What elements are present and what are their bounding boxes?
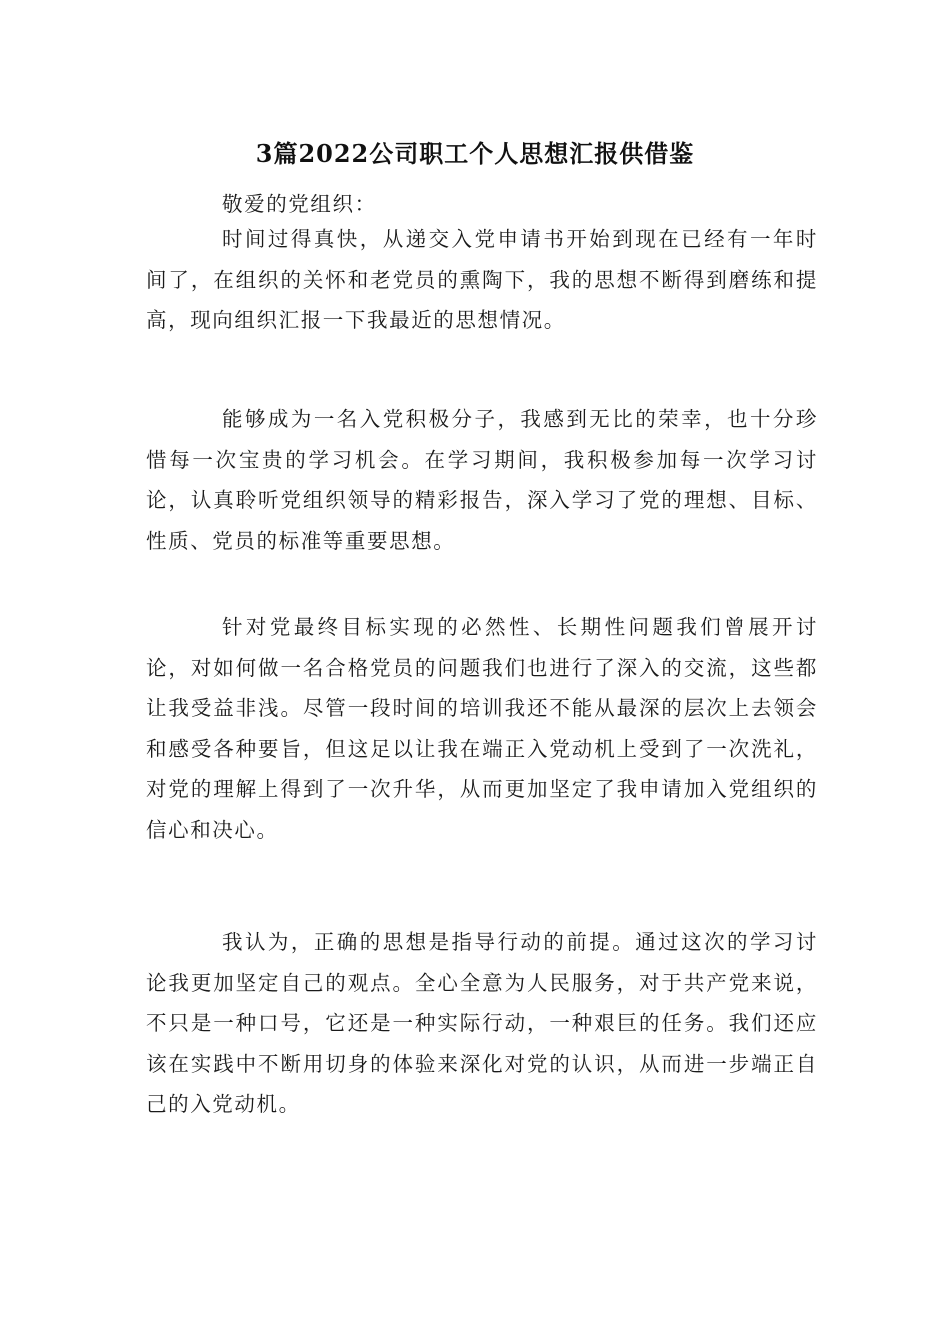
greeting: 敬爱的党组织： xyxy=(222,192,377,216)
paragraph-1: 时间过得真快，从递交入党申请书开始到现在已经有一年时间了，在组织的关怀和老党员的熏陶下，我的思想不断得到磨练和提高，现向组织汇报一下我最近的思想情况。 xyxy=(146,227,818,332)
document-title: 3篇2022公司职工个人思想汇报供借鉴 xyxy=(255,139,695,168)
paragraph-3: 针对党最终目标实现的必然性、长期性问题我们曾展开讨论，对如何做一名合格党员的问题我们也进行了深入的交流，这些都让我受益非浅。尽管一段时间的培训我还不能从最深的层次上去领会和感受各种要旨，但这足以让我在端正入党动机上受到了一次洗礼，对党的理解上得到了一次升华，从而更加坚定了我申请加入党组织的信心和决心。 xyxy=(146,615,818,842)
paragraph-4: 我认为，正确的思想是指导行动的前提。通过这次的学习讨论我更加坚定自己的观点。全心全意为人民服务，对于共产党来说，不只是一种口号，它还是一种实际行动，一种艰巨的任务。我们还应该在实践中不断用切身的体验来深化对党的认识，从而进一步端正自己的入党动机。 xyxy=(146,930,818,1116)
paragraph-2: 能够成为一名入党积极分子，我感到无比的荣幸，也十分珍惜每一次宝贵的学习机会。在学习期间，我积极参加每一次学习讨论，认真聆听党组织领导的精彩报告，深入学习了党的理想、目标、性质、党员的标准等重要思想。 xyxy=(146,407,818,553)
